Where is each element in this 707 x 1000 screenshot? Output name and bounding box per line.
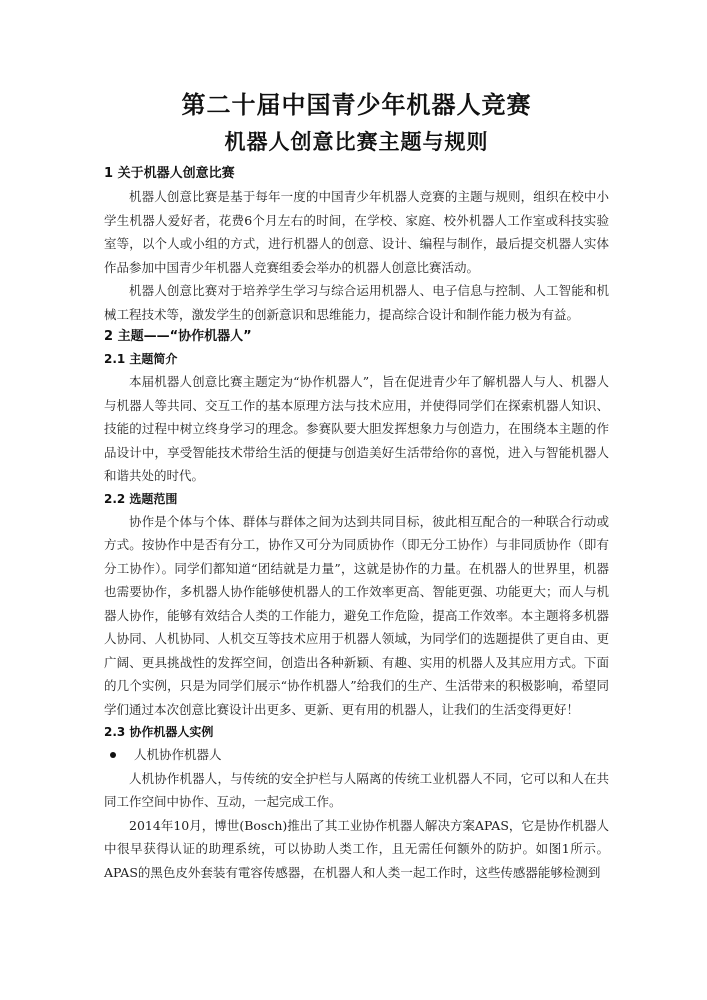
bullet-dot-icon (110, 752, 116, 758)
section-2-1-paragraph: 本届机器人创意比赛主题定为“协作机器人”，旨在促进青少年了解机器人与人、机器人与机器人等共同、交互工作的基本原理方法与技术应用，并使得同学们在探索机器人知识、技能的过程中树立终身学习的理念。参赛队要大胆发挥想象力与创造力，在围绕本主题的作品设计中，享受智能技术带给生活的便捷与创造美好生活带给你的喜悦，进入与智能机器人和谐共处的时代。 (104, 374, 609, 483)
section-2-2-paragraph: 协作是个体与个体、群体与群体之间为达到共同目标，彼此相互配合的一种联合行动或方式。按协作中是否有分工，协作又可分为同质协作（即无分工协作）与非同质协作（即有分工协作）。同学们都知道“团结就是力量”，这就是协作的力量。在机器人的世界里，机器也需要协作，多机器人协作能够使机器人的工作效率更高、智能更强、功能更大；而人与机器人协作，能够有效结合人类的工作能力，避免工作危险，提高工作效率。本主题将多机器人协同、人机协同、人机交互等技术应用于机器人领域，为同学们的选题提供了更自由、更广阔、更具挑战性的发挥空间，创造出各种新颖、有趣、实用的机器人及其应用方式。下面的几个实例，只是为同学们展示“协作机器人”给我们的生产、生活带来的积极影响，希望同学们通过本次创意比赛设计出更多、更新、更有用的机器人，让我们的生活变得更好！ (104, 513, 609, 717)
page-subtitle: 机器人创意比赛主题与规则 (224, 130, 489, 154)
section-2-3-heading: 2.3 协作机器人实例 (104, 725, 214, 739)
section-2-heading: 2 主题——“协作机器人” (104, 329, 252, 344)
section-1-paragraph-2: 机器人创意比赛对于培养学生学习与综合运用机器人、电子信息与控制、人工智能和机械工程技术等，激发学生的创新意识和思维能力，提高综合设计和制作能力极为有益。 (104, 283, 609, 322)
page-title: 第二十届中国青少年机器人竞赛 (181, 91, 532, 119)
section-1-heading: 1 关于机器人创意比赛 (104, 166, 235, 181)
section-2-3-paragraph-2: 2014年10月，博世(Bosch)推出了其工业协作机器人解决方案APAS，它是协作机器人中很早获得认证的助理系统，可以协助人类工作，且无需任何额外的防护。如图1所示。APAS的黑色皮外套装有電容传感器，在机器人和人类一起工作时，这些传感器能够检测到 (104, 817, 609, 880)
bullet-item (104, 743, 609, 767)
section-1-paragraph-1: 机器人创意比赛是基于每年一度的中国青少年机器人竞赛的主题与规则，组织在校中小学生机器人爱好者，花费6个月左右的时间，在学校、家庭、校外机器人工作室或科技实验室等，以个人或小组的方式，进行机器人的创意、设计、编程与制作，最后提交机器人实体作品参加中国青少年机器人竞赛组委会举办的机器人创意比赛活动。 (104, 189, 609, 275)
section-2-3-paragraph-1: 人机协作机器人，与传统的安全护栏与人隔离的传统工业机器人不同，它可以和人在共同工作空间中协作、互动，一起完成工作。 (104, 770, 609, 809)
section-2-1-heading: 2.1 主题简介 (104, 352, 178, 366)
section-2-2-heading: 2.2 选题范围 (104, 491, 178, 506)
bullet-label: 人机协作机器人 (134, 747, 222, 762)
